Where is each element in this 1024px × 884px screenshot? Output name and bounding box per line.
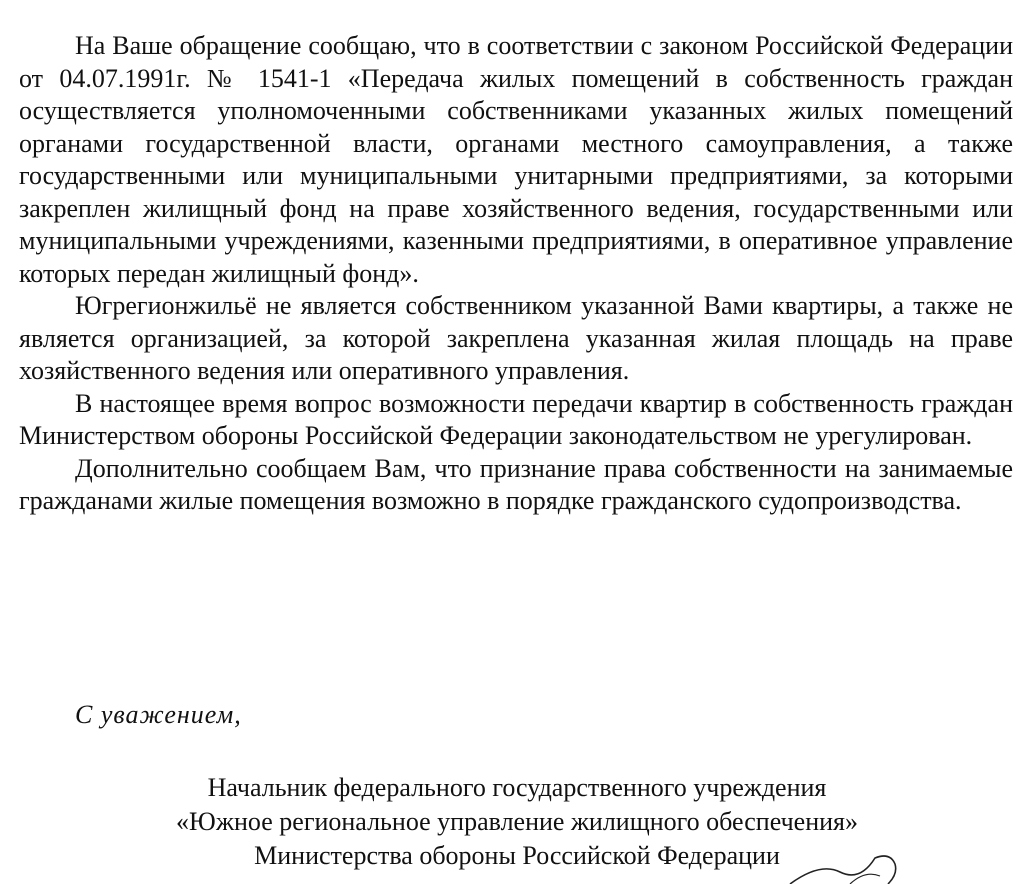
handwritten-signature xyxy=(780,850,920,884)
letter-body xyxy=(19,30,1013,518)
paragraph-2: Югрегионжильё не является собственником указанной Вами квартиры, а также не является организацией, за которой закреплена указанная жилая площадь на праве хозяйственного ведения или оперативного управления. xyxy=(19,291,1013,385)
signatory-title-line-3: Министерства обороны Российской Федерации xyxy=(254,841,780,870)
closing-salutation: С уважением, xyxy=(75,700,242,729)
paragraph-3: В настоящее время вопрос возможности передачи квартир в собственность граждан Министерством обороны Российской Федерации законодательством не урегулирован. xyxy=(19,388,1013,450)
paragraph-4: Дополнительно сообщаем Вам, что признание права собственности на занимаемые гражданами жилые помещения возможно в порядке гражданского судопроизводства. xyxy=(19,453,1013,515)
paragraph-1: На Ваше обращение сообщаю, что в соответствии с законом Российской Федерации от 04.07.1991г. № 1541-1 «Передача жилых помещений в собственность граждан осуществляется уполномоченными собственниками указанных жилых помещений органами государственной власти, органами местного самоуправления, а также государственными или муниципальными унитарными предприятиями, за которыми закреплен жилищный фонд на праве хозяйственного ведения, государственными или муниципальными учреждениями, казенными предприятиями, в оперативное управление которых передан жилищный фонд». xyxy=(19,31,1013,288)
signatory-title-line-1: Начальник федерального государственного учреждения xyxy=(207,773,827,802)
signatory-title-line-2: «Южное региональное управление жилищного обеспечения» xyxy=(176,807,858,836)
